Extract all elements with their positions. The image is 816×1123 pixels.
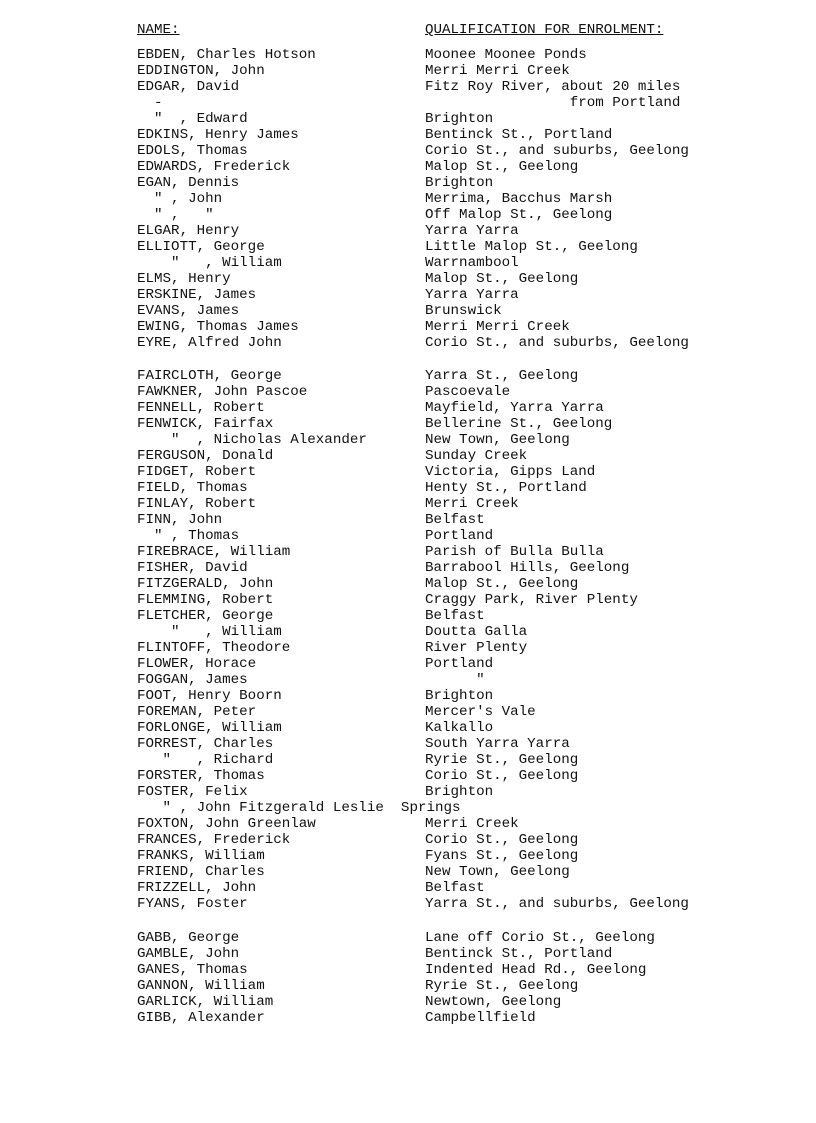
list-item <box>0 720 816 736</box>
entry-qualification: Merri Creek <box>425 816 519 832</box>
entry-name: FORSTER, Thomas <box>137 768 265 784</box>
list-item <box>0 480 816 496</box>
list-item <box>0 400 816 416</box>
list-item <box>0 335 816 351</box>
entry-qualification: Moonee Moonee Ponds <box>425 47 587 63</box>
list-item <box>0 800 816 816</box>
entry-name: EDWARDS, Frederick <box>137 159 291 175</box>
entry-qualification: from Portland <box>425 95 681 111</box>
entry-name: EDOLS, Thomas <box>137 143 248 159</box>
list-item <box>0 111 816 127</box>
entry-name: " , John Fitzgerald Leslie Springs <box>137 800 461 816</box>
list-item <box>0 608 816 624</box>
entry-qualification: River Plenty <box>425 640 528 656</box>
list-item <box>0 962 816 978</box>
entry-qualification: Corio St., and suburbs, Geelong <box>425 335 689 351</box>
list-item <box>0 287 816 303</box>
entry-name: ELGAR, Henry <box>137 223 240 239</box>
entry-name: FIELD, Thomas <box>137 480 248 496</box>
entry-name: FIREBRACE, William <box>137 544 291 560</box>
entry-name: FLOWER, Horace <box>137 656 257 672</box>
entry-qualification: Warrnambool <box>425 255 519 271</box>
entry-qualification: Brighton <box>425 784 494 800</box>
list-item <box>0 512 816 528</box>
entry-qualification: Yarra St., Geelong <box>425 368 579 384</box>
entry-qualification: Malop St., Geelong <box>425 271 579 287</box>
list-item <box>0 255 816 271</box>
entry-name: GANNON, William <box>137 978 265 994</box>
list-item <box>0 994 816 1010</box>
list-item <box>0 79 816 95</box>
entry-qualification: South Yarra Yarra <box>425 736 570 752</box>
entry-name: FOOT, Henry Boorn <box>137 688 282 704</box>
entry-name: FIDGET, Robert <box>137 464 257 480</box>
list-item <box>0 978 816 994</box>
entry-qualification: Corio St., Geelong <box>425 832 579 848</box>
list-item <box>0 784 816 800</box>
list-item <box>0 271 816 287</box>
list-item <box>0 47 816 63</box>
entry-name: " , Richard <box>137 752 274 768</box>
list-item <box>0 223 816 239</box>
list-item <box>0 560 816 576</box>
entry-name: EVANS, James <box>137 303 240 319</box>
entry-qualification: Yarra Yarra <box>425 223 519 239</box>
entry-qualification: Belfast <box>425 512 485 528</box>
entries-group-e <box>0 47 816 351</box>
list-item <box>0 191 816 207</box>
list-item <box>0 656 816 672</box>
entry-name: FITZGERALD, John <box>137 576 274 592</box>
entry-name: GAMBLE, John <box>137 946 240 962</box>
list-item <box>0 624 816 640</box>
entry-qualification: Merrima, Bacchus Marsh <box>425 191 613 207</box>
list-item <box>0 896 816 912</box>
entry-name: GIBB, Alexander <box>137 1010 265 1026</box>
entry-name: - <box>137 95 163 111</box>
entry-qualification: Bentinck St., Portland <box>425 127 613 143</box>
entry-name: EDGAR, David <box>137 79 240 95</box>
list-item <box>0 303 816 319</box>
entry-qualification: Brighton <box>425 111 494 127</box>
list-item <box>0 464 816 480</box>
entry-name: FOSTER, Felix <box>137 784 248 800</box>
entry-name: " , William <box>137 255 282 271</box>
entry-qualification: Craggy Park, River Plenty <box>425 592 638 608</box>
list-item <box>0 930 816 946</box>
list-item <box>0 416 816 432</box>
list-item <box>0 95 816 111</box>
list-item <box>0 143 816 159</box>
entry-qualification: Victoria, Gipps Land <box>425 464 596 480</box>
list-item <box>0 640 816 656</box>
entry-qualification: Malop St., Geelong <box>425 576 579 592</box>
entry-name: " , William <box>137 624 282 640</box>
entry-qualification: Portland <box>425 656 494 672</box>
entry-name: FLETCHER, George <box>137 608 274 624</box>
entry-name: FYANS, Foster <box>137 896 248 912</box>
list-item <box>0 175 816 191</box>
entry-name: GANES, Thomas <box>137 962 248 978</box>
qualification-column-header: QUALIFICATION FOR ENROLMENT: <box>425 22 664 38</box>
list-item <box>0 576 816 592</box>
entry-qualification: Henty St., Portland <box>425 480 587 496</box>
list-item <box>0 704 816 720</box>
entry-qualification: Pascoevale <box>425 384 511 400</box>
entry-name: " , Thomas <box>137 528 240 544</box>
list-item <box>0 752 816 768</box>
entry-name: " , " <box>137 207 214 223</box>
entry-name: EBDEN, Charles Hotson <box>137 47 316 63</box>
entry-name: FAWKNER, John Pascoe <box>137 384 308 400</box>
list-item <box>0 63 816 79</box>
entry-qualification: Bentinck St., Portland <box>425 946 613 962</box>
entry-name: FLEMMING, Robert <box>137 592 274 608</box>
entry-qualification: Campbellfield <box>425 1010 536 1026</box>
entry-qualification: Mayfield, Yarra Yarra <box>425 400 604 416</box>
entry-name: " , Nicholas Alexander <box>137 432 367 448</box>
list-item <box>0 736 816 752</box>
entry-qualification: Mercer's Vale <box>425 704 536 720</box>
entry-name: ERSKINE, James <box>137 287 257 303</box>
list-item <box>0 127 816 143</box>
entry-name: FRANKS, William <box>137 848 265 864</box>
list-item <box>0 544 816 560</box>
list-item <box>0 832 816 848</box>
list-item <box>0 768 816 784</box>
entry-name: FERGUSON, Donald <box>137 448 274 464</box>
entry-qualification: Lane off Corio St., Geelong <box>425 930 655 946</box>
entry-name: FINLAY, Robert <box>137 496 257 512</box>
entry-name: " , Edward <box>137 111 248 127</box>
entry-qualification: Doutta Galla <box>425 624 528 640</box>
entry-qualification: Portland <box>425 528 494 544</box>
entry-qualification: Yarra St., and suburbs, Geelong <box>425 896 689 912</box>
entry-qualification: New Town, Geelong <box>425 432 570 448</box>
entry-name: EDKINS, Henry James <box>137 127 299 143</box>
list-item <box>0 368 816 384</box>
entries-group-g <box>0 930 816 1026</box>
entry-qualification: Yarra Yarra <box>425 287 519 303</box>
entry-name: FRIZZELL, John <box>137 880 257 896</box>
entries-group-f <box>0 368 816 912</box>
list-item <box>0 432 816 448</box>
name-column-header: NAME: <box>137 22 180 38</box>
entry-qualification: Newtown, Geelong <box>425 994 562 1010</box>
entry-qualification: Brighton <box>425 688 494 704</box>
list-item <box>0 159 816 175</box>
list-item <box>0 496 816 512</box>
entry-name: FRIEND, Charles <box>137 864 265 880</box>
list-item <box>0 384 816 400</box>
entry-qualification: Barrabool Hills, Geelong <box>425 560 630 576</box>
entry-qualification: Parish of Bulla Bulla <box>425 544 604 560</box>
list-item <box>0 239 816 255</box>
entry-qualification: Belfast <box>425 608 485 624</box>
entry-name: FOREMAN, Peter <box>137 704 257 720</box>
entry-name: EWING, Thomas James <box>137 319 299 335</box>
entry-qualification: Sunday Creek <box>425 448 528 464</box>
list-item <box>0 816 816 832</box>
entry-name: EDDINGTON, John <box>137 63 265 79</box>
entry-name: FOXTON, John Greenlaw <box>137 816 316 832</box>
entry-qualification: Corio St., and suburbs, Geelong <box>425 143 689 159</box>
list-item <box>0 672 816 688</box>
list-item <box>0 448 816 464</box>
list-item <box>0 528 816 544</box>
entry-name: GARLICK, William <box>137 994 274 1010</box>
entry-qualification: Merri Merri Creek <box>425 63 570 79</box>
entry-qualification: " <box>425 672 485 688</box>
entry-name: FOGGAN, James <box>137 672 248 688</box>
entry-qualification: Little Malop St., Geelong <box>425 239 638 255</box>
entry-name: EYRE, Alfred John <box>137 335 282 351</box>
entry-name: FAIRCLOTH, George <box>137 368 282 384</box>
entry-name: FISHER, David <box>137 560 248 576</box>
entry-qualification: Malop St., Geelong <box>425 159 579 175</box>
entry-qualification: Merri Creek <box>425 496 519 512</box>
list-item <box>0 864 816 880</box>
entry-qualification: Fyans St., Geelong <box>425 848 579 864</box>
entry-name: FLINTOFF, Theodore <box>137 640 291 656</box>
entry-name: EGAN, Dennis <box>137 175 240 191</box>
entry-qualification: Brunswick <box>425 303 502 319</box>
entry-qualification: Indented Head Rd., Geelong <box>425 962 647 978</box>
entry-qualification: Belfast <box>425 880 485 896</box>
entry-name: FORREST, Charles <box>137 736 274 752</box>
list-item <box>0 592 816 608</box>
list-item <box>0 848 816 864</box>
list-item <box>0 207 816 223</box>
entry-name: FENWICK, Fairfax <box>137 416 274 432</box>
entry-name: FORLONGE, William <box>137 720 282 736</box>
entry-qualification: Kalkallo <box>425 720 494 736</box>
entry-qualification: Ryrie St., Geelong <box>425 978 579 994</box>
entry-name: ELLIOTT, George <box>137 239 265 255</box>
entry-qualification: Corio St., Geelong <box>425 768 579 784</box>
list-item <box>0 319 816 335</box>
entry-qualification: Merri Merri Creek <box>425 319 570 335</box>
entry-qualification: Brighton <box>425 175 494 191</box>
list-item <box>0 1010 816 1026</box>
entry-name: FINN, John <box>137 512 223 528</box>
entry-qualification: New Town, Geelong <box>425 864 570 880</box>
entry-name: FRANCES, Frederick <box>137 832 291 848</box>
list-item <box>0 688 816 704</box>
entry-qualification: Ryrie St., Geelong <box>425 752 579 768</box>
entry-name: GABB, George <box>137 930 240 946</box>
entry-name: " , John <box>137 191 223 207</box>
entry-qualification: Off Malop St., Geelong <box>425 207 613 223</box>
list-item <box>0 880 816 896</box>
entry-name: ELMS, Henry <box>137 271 231 287</box>
list-item <box>0 946 816 962</box>
entry-qualification: Fitz Roy River, about 20 miles <box>425 79 681 95</box>
entry-qualification: Bellerine St., Geelong <box>425 416 613 432</box>
entry-name: FENNELL, Robert <box>137 400 265 416</box>
